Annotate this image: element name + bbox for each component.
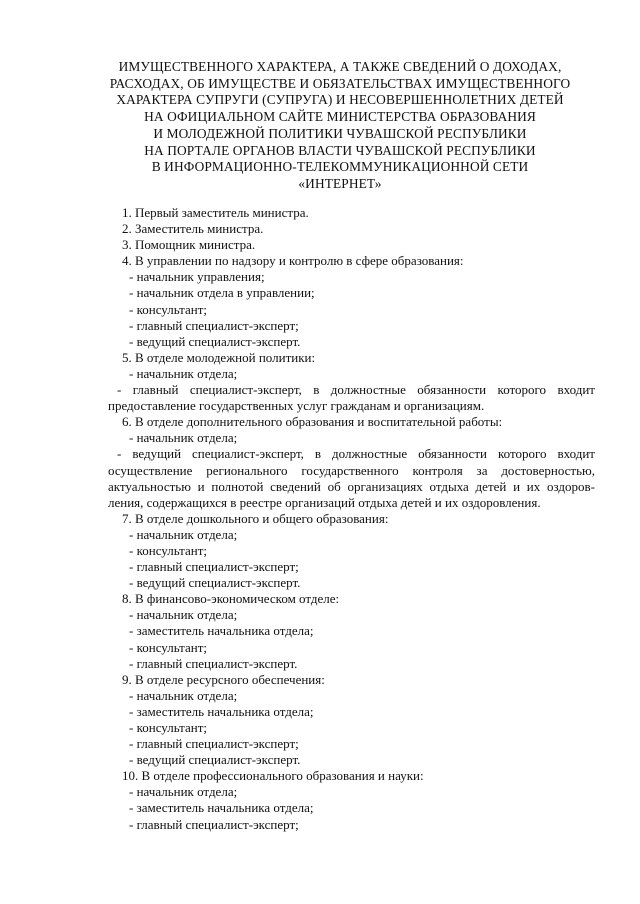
paragraph-line: ления, содержащихся в реестре организаций отдыха детей и их оздоровления. [108,494,541,510]
heading-line: НА ОФИЦИАЛЬНОМ САЙТЕ МИНИСТЕРСТВА ОБРАЗОВАНИЯ [144,109,536,125]
paragraph-line: актуальностью и полнотой сведений об организациях отдыха детей и их оздоров- [108,478,595,494]
list-subitem: - начальник отдела; [129,365,238,381]
list-item: 3. Помощник министра. [122,237,256,253]
list-subitem: - ведущий специалист-эксперт. [129,575,301,591]
list-subitem: - главный специалист-эксперт; [129,559,299,575]
paragraph-line: - главный специалист-эксперт, в должностные обязанности которого входит [117,382,595,398]
list-subitem: - начальник отдела; [129,607,238,623]
list-subitem: - консультант; [129,720,207,735]
list-subitem: - начальник отдела; [129,430,238,446]
document-heading [60,59,620,193]
paragraph-line: предоставление государственных услуг гражданам и организациям. [108,398,485,414]
list-subitem: - ведущий специалист-эксперт. [129,752,301,768]
paragraph-line: - ведущий специалист-эксперт, в должностные обязанности которого входит [117,446,595,462]
list-subitem-paragraph [108,382,595,414]
heading-line: РАСХОДАХ, ОБ ИМУЩЕСТВЕ И ОБЯЗАТЕЛЬСТВАХ ИМУЩЕСТВЕННОГО [109,75,571,91]
list-subitem: - консультант; [129,301,207,317]
list-subitem: - начальник отдела; [129,687,238,703]
list-subitem: - начальник отдела в управлении; [129,285,315,301]
list-item: 8. В финансово-экономическом отделе: [122,591,340,607]
heading-line: И МОЛОДЕЖНОЙ ПОЛИТИКИ ЧУВАШСКОЙ РЕСПУБЛИКИ [153,125,527,141]
paragraph-line: осуществление регионального государственного контроля за достоверностью, [108,462,595,478]
list-item: 6. В отделе дополнительного образования и воспитательной работы: [122,414,503,430]
list-item: 7. В отделе дошкольного и общего образования: [122,510,389,526]
list-item: 9. В отделе ресурсного обеспечения: [122,671,325,687]
list-subitem: - главный специалист-эксперт. [129,655,298,671]
heading-line: ХАРАКТЕРА СУПРУГИ (СУПРУГА) И НЕСОВЕРШЕННОЛЕТНИХ ДЕТЕЙ [116,92,564,108]
list-item: 4. В управлении по надзору и контролю в сфере образования: [122,253,464,269]
list-subitem: - начальник управления; [129,269,265,285]
heading-line: НА ПОРТАЛЕ ОРГАНОВ ВЛАСТИ ЧУВАШСКОЙ РЕСПУБЛИКИ [144,142,536,158]
list-subitem: - консультант; [129,542,207,558]
list-subitem: - главный специалист-эксперт; [129,317,299,333]
positions-list [108,205,595,833]
heading-line: В ИНФОРМАЦИОННО-ТЕЛЕКОММУНИКАЦИОННОЙ СЕТИ [151,159,529,175]
heading-line: «ИНТЕРНЕТ» [298,175,382,191]
heading-line: ИМУЩЕСТВЕННОГО ХАРАКТЕРА, А ТАКЖЕ СВЕДЕНИЙ О ДОХОДАХ, [118,59,562,74]
list-item: 5. В отделе молодежной политики: [122,349,316,365]
list-item: 2. Заместитель министра. [122,221,264,237]
list-subitem: - ведущий специалист-эксперт. [129,333,301,349]
list-subitem: - заместитель начальника отдела; [129,623,314,639]
list-subitem: - главный специалист-эксперт; [129,816,299,832]
list-subitem: - начальник отдела; [129,784,238,800]
list-subitem: - заместитель начальника отдела; [129,800,314,816]
list-subitem: - консультант; [129,639,207,655]
list-subitem-paragraph [108,446,595,510]
list-item: 10. В отделе профессионального образования и науки: [122,768,424,784]
list-subitem: - главный специалист-эксперт; [129,736,299,752]
list-item: 1. Первый заместитель министра. [122,205,309,220]
list-subitem: - начальник отдела; [129,526,238,542]
list-subitem: - заместитель начальника отдела; [129,703,314,719]
